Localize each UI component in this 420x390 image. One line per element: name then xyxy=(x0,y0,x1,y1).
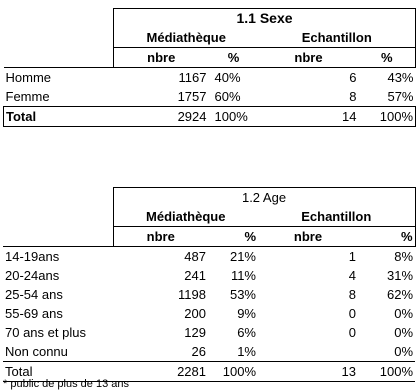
cell-value: 0% xyxy=(394,325,414,340)
cell-value: 43% xyxy=(387,70,414,85)
table-row xyxy=(3,323,415,342)
cell-value: 31% xyxy=(387,268,414,283)
age-table xyxy=(3,187,416,382)
cell-value: 0 xyxy=(348,306,356,321)
table-row xyxy=(3,304,415,323)
cell-value: 241 xyxy=(184,268,206,283)
cell-value: 0% xyxy=(394,344,414,359)
row-label: 25-54 ans xyxy=(5,287,63,302)
cell-value: 13 xyxy=(258,362,358,382)
cell-value: 21% xyxy=(229,249,256,264)
cell-value: 2924 xyxy=(114,107,209,127)
echantillon-group-header: Echantillon xyxy=(258,207,415,227)
cell-value: 9% xyxy=(237,306,256,321)
col-header-nbre: nbre xyxy=(113,227,208,247)
table-row xyxy=(3,247,415,267)
col-header-nbre: nbre xyxy=(114,48,209,68)
cell-value: 57% xyxy=(387,89,414,104)
col-header-pct: % xyxy=(208,227,258,247)
cell-value: 11% xyxy=(230,268,256,283)
cell-value: 8 xyxy=(348,287,356,302)
cell-value: 0 xyxy=(348,325,356,340)
row-label: 55-69 ans xyxy=(5,306,63,321)
table-row xyxy=(4,68,416,88)
table-row xyxy=(3,285,415,304)
col-header-nbre: nbre xyxy=(259,48,359,68)
cell-value: 6 xyxy=(349,70,357,85)
cell-value: 129 xyxy=(184,325,206,340)
cell-value: 0% xyxy=(394,306,414,321)
row-label: Homme xyxy=(5,70,52,85)
row-label: 14-19ans xyxy=(5,249,60,264)
cell-value: 100% xyxy=(209,107,259,127)
cell-value: 1757 xyxy=(177,89,207,104)
mediatheque-group-header: Médiathèque xyxy=(114,28,259,48)
footnote: * public de plus de 13 ans xyxy=(3,378,129,390)
sexe-table xyxy=(3,8,416,127)
mediatheque-group-header: Médiathèque xyxy=(113,207,258,227)
col-header-nbre: nbre xyxy=(258,227,358,247)
table-row xyxy=(4,87,416,107)
cell-value: 1 xyxy=(348,249,356,264)
row-label: Total xyxy=(4,107,114,127)
table-row xyxy=(3,266,415,285)
row-label: 70 ans et plus xyxy=(5,325,86,340)
cell-value: 1% xyxy=(237,344,256,359)
cell-value: 6% xyxy=(237,325,256,340)
cell-value xyxy=(258,342,358,362)
cell-value: 100% xyxy=(208,362,258,382)
col-header-pct: % xyxy=(359,48,416,68)
cell-value: 2281 xyxy=(113,362,208,382)
age-table-title: 1.2 Age xyxy=(113,188,415,208)
cell-value: 8 xyxy=(349,89,357,104)
cell-value: 53% xyxy=(229,287,256,302)
cell-value: 1167 xyxy=(178,70,207,85)
row-label: Total xyxy=(3,362,113,382)
cell-value: 100% xyxy=(358,362,415,382)
cell-value: 14 xyxy=(259,107,359,127)
cell-value: 4 xyxy=(348,268,356,283)
cell-value: 8% xyxy=(394,249,414,264)
row-label: Non connu xyxy=(5,344,68,359)
total-row xyxy=(4,107,416,127)
cell-value: 62% xyxy=(387,287,414,302)
col-header-pct: % xyxy=(358,227,415,247)
echantillon-group-header: Echantillon xyxy=(259,28,416,48)
row-label: 20-24ans xyxy=(5,268,60,283)
cell-value: 60% xyxy=(214,89,241,104)
table-row xyxy=(3,342,415,362)
cell-value: 26 xyxy=(191,344,206,359)
cell-value: 1198 xyxy=(178,287,206,302)
cell-value: 487 xyxy=(184,249,206,264)
cell-value: 40% xyxy=(214,70,241,85)
cell-value: 100% xyxy=(359,107,416,127)
cell-value: 200 xyxy=(184,306,206,321)
col-header-pct: % xyxy=(209,48,259,68)
row-label: Femme xyxy=(5,89,50,104)
sexe-table-title: 1.1 Sexe xyxy=(114,9,416,29)
